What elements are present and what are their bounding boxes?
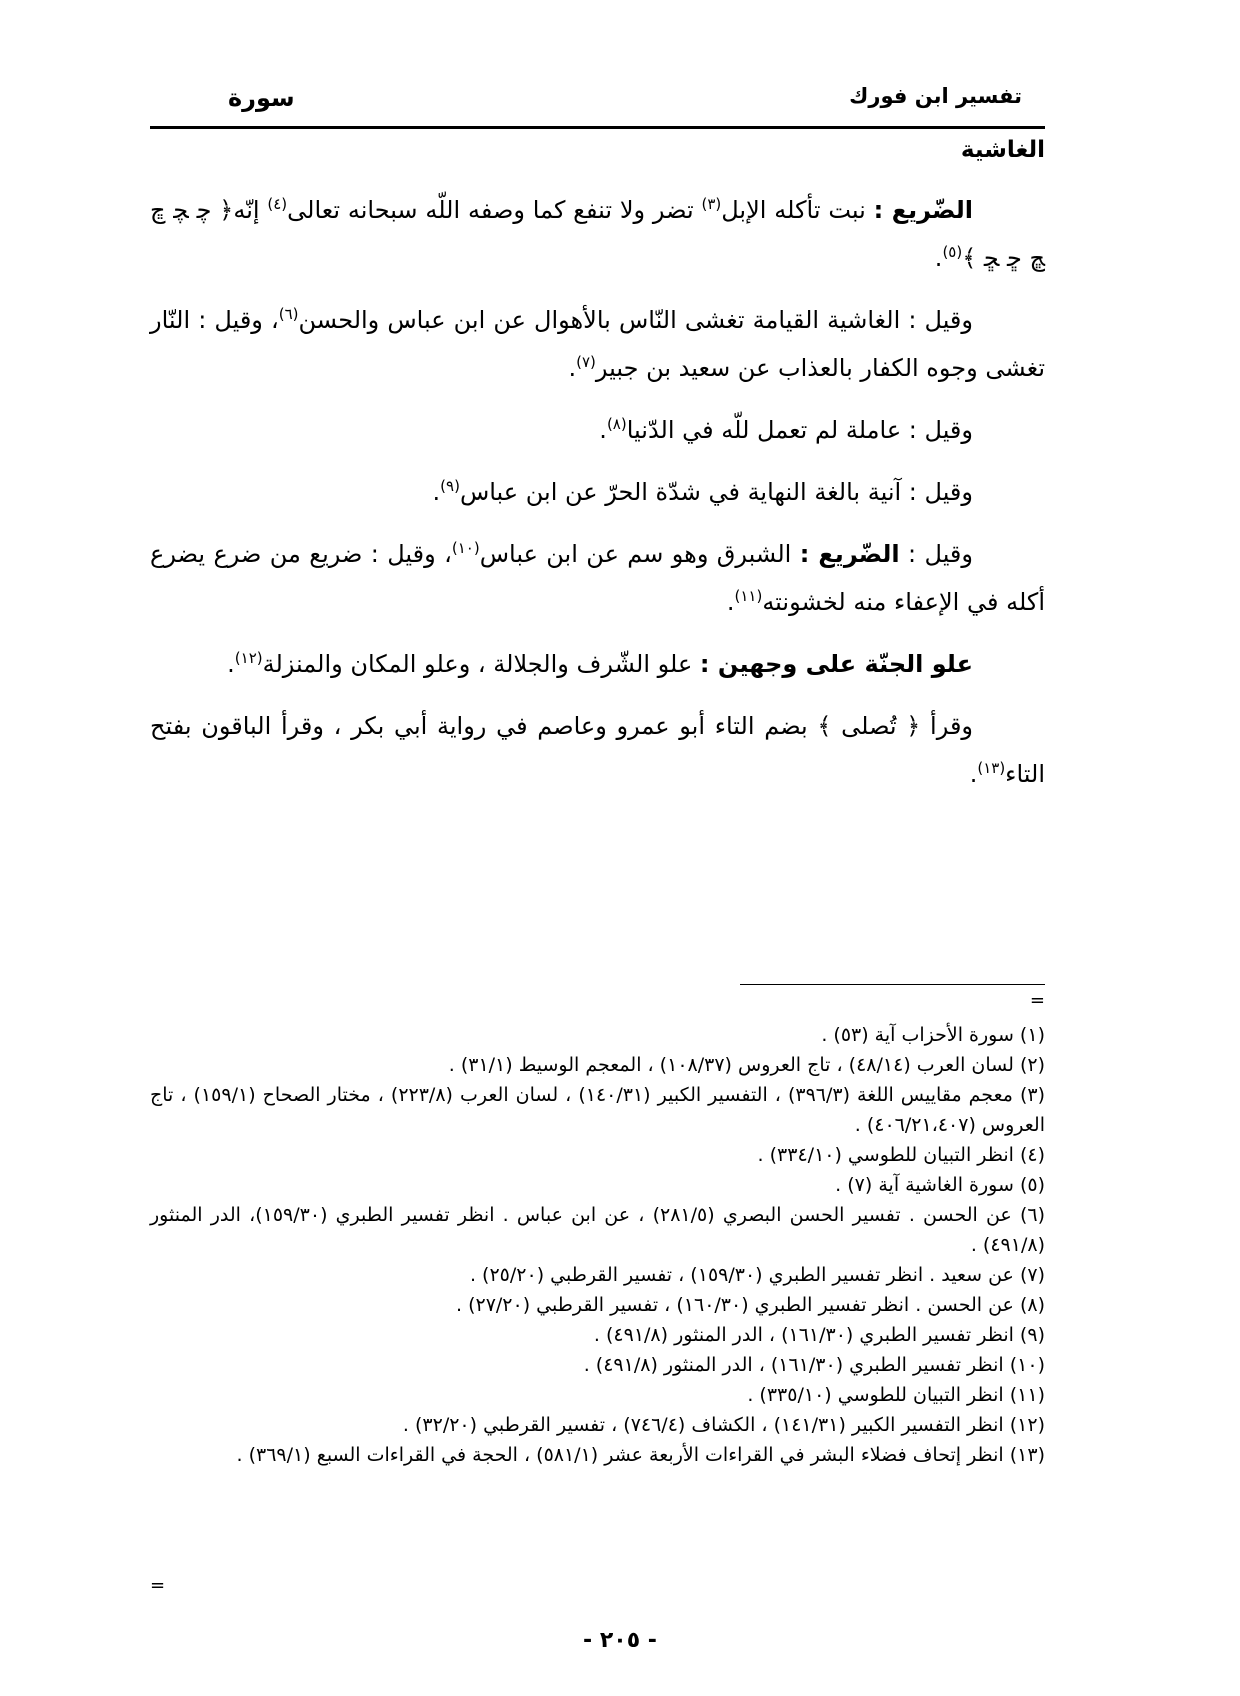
paragraph-text: .: [969, 760, 978, 788]
footnote-item: (٣) معجم مقاييس اللغة (٣٩٦/٣) ، التفسير الكبير (١٤٠/٣١) ، لسان العرب (٢٢٣/٨) ، مختار الصحاح (١٥٩/١) ، تاج العروس (٤٠٦/٢١،٤٠٧) .: [150, 1084, 1046, 1136]
page-number: - ٢٠٥ -: [583, 1628, 657, 1653]
paragraph-text: .: [568, 354, 577, 382]
footnote-item: (٥) سورة الغاشية آية (٧) .: [835, 1174, 1045, 1196]
paragraph-text: ، وقيل : ضريع من ضرع يضرع أكله في الإعفاء منه لخشونته: [150, 540, 1045, 616]
footnote-ref[interactable]: (٤): [267, 195, 288, 213]
paragraph: [150, 406, 1045, 454]
paragraph-text: وقيل : الغاشية القيامة تغشى النّاس بالأهوال عن ابن عباس والحسن: [298, 306, 973, 334]
footnote-ref[interactable]: (٦): [278, 305, 299, 323]
footnote-ref[interactable]: (٩): [440, 477, 460, 495]
paragraph: [150, 296, 1045, 392]
footnote-end-mark: =: [150, 1575, 166, 1596]
footnote-ref[interactable]: (١١): [734, 587, 763, 605]
paragraph-text: إنّه: [233, 196, 268, 224]
paragraph-text: وقيل : عاملة لم تعمل للّه في الدّنيا: [626, 416, 973, 444]
footnote-ref[interactable]: (١٣): [977, 759, 1006, 777]
header-rule: [150, 126, 1045, 129]
paragraph-text: علو الشّرف والجلالة ، وعلو المكان والمنزلة: [262, 650, 700, 678]
running-header-surah-label: سورة: [228, 84, 295, 112]
paragraph-text: وقيل : آنية بالغة النهاية في شدّة الحرّ عن ابن عباس: [459, 478, 973, 506]
footnote-item: (٧) عن سعيد . انظر تفسير الطبري (١٥٩/٣٠) ، تفسير القرطبي (٢٥/٢٠) .: [469, 1264, 1045, 1286]
footnote-item: (٨) عن الحسن . انظر تفسير الطبري (١٦٠/٣٠) ، تفسير القرطبي (٢٧/٢٠) .: [456, 1294, 1045, 1316]
paragraph-text: تضر ولا تنفع كما وصفه اللّه سبحانه تعالى: [287, 196, 702, 224]
footnote-item: (٦) عن الحسن . تفسير الحسن البصري (٢٨١/٥) ، عن ابن عباس . انظر تفسير الطبري (١٥٩/٣٠)، الدر المنثور (٤٩١/٨) .: [150, 1204, 1045, 1256]
footnote-ref[interactable]: (١٢): [234, 649, 263, 667]
paragraph-text: .: [599, 416, 607, 444]
paragraph-text: .: [227, 650, 235, 678]
paragraph-text: ، وقيل : النّار تغشى وجوه الكفار بالعذاب عن سعيد بن جبير: [150, 306, 1045, 382]
footnote-separator: [740, 984, 1045, 985]
defined-term: الضّريع :: [873, 196, 973, 224]
footnote-ref[interactable]: (١٠): [451, 539, 480, 557]
footnote-item: (١٠) انظر تفسير الطبري (١٦١/٣٠) ، الدر المنثور (٤٩١/٨) .: [583, 1354, 1045, 1376]
paragraph-text: .: [934, 244, 943, 272]
defined-term: علو الجنّة على وجهين :: [699, 650, 973, 678]
footnotes: [150, 1020, 1045, 1470]
footnote-item: (٢) لسان العرب (٤٨/١٤) ، تاج العروس (١٠٨/٣٧) ، المعجم الوسيط (٣١/١) .: [448, 1054, 1045, 1076]
footnote-ref[interactable]: (٧): [576, 353, 596, 371]
defined-term: الضّريع :: [799, 540, 900, 568]
running-header-book-title: تفسير ابن فورك: [849, 84, 1022, 108]
running-header-surah-name: الغاشية: [960, 137, 1045, 163]
paragraph: [150, 468, 1045, 516]
paragraph-text: وقرأ ﴿ تُصلى ﴾ بضم التاء أبو عمرو وعاصم في رواية أبي بكر ، وقرأ الباقون بفتح التاء: [150, 712, 1045, 788]
paragraph: [150, 186, 1045, 282]
quran-verse: ﴿ ﭼ ﭽ ﭾ ﭿ ﮀ ﮁ ﴾: [150, 196, 1045, 272]
paragraph-text: وقيل :: [899, 540, 973, 568]
paragraph: [150, 640, 1045, 688]
footnote-item: (١٢) انظر التفسير الكبير (١٤١/٣١) ، الكشاف (٧٤٦/٤) ، تفسير القرطبي (٣٢/٢٠) .: [402, 1414, 1045, 1436]
paragraph-text: نبت تأكله الإبل: [721, 196, 874, 224]
footnote-item: (٩) انظر تفسير الطبري (١٦١/٣٠) ، الدر المنثور (٤٩١/٨) .: [593, 1324, 1045, 1346]
paragraph-text: الشبرق وهو سم عن ابن عباس: [479, 540, 800, 568]
footnote-ref[interactable]: (٨): [606, 415, 627, 433]
paragraph-text: .: [432, 478, 441, 506]
footnote-item: (١٣) انظر إتحاف فضلاء البشر في القراءات الأربعة عشر (٥٨١/١) ، الحجة في القراءات السبع (٣٦٩/١) .: [236, 1444, 1045, 1466]
paragraph: [150, 530, 1045, 626]
footnote-ref[interactable]: (٣): [701, 195, 722, 213]
paragraph-text: .: [726, 588, 735, 616]
paragraph: [150, 702, 1045, 798]
footnote-ref[interactable]: (٥): [942, 243, 963, 261]
footnote-item: (١١) انظر التبيان للطوسي (٣٣٥/١٠) .: [747, 1384, 1045, 1406]
footnote-item: (١) سورة الأحزاب آية (٥٣) .: [821, 1024, 1045, 1046]
main-text: [150, 186, 1045, 812]
footnote-continuation-mark: =: [1029, 990, 1045, 1011]
footnote-item: (٤) انظر التبيان للطوسي (٣٣٤/١٠) .: [757, 1144, 1045, 1166]
